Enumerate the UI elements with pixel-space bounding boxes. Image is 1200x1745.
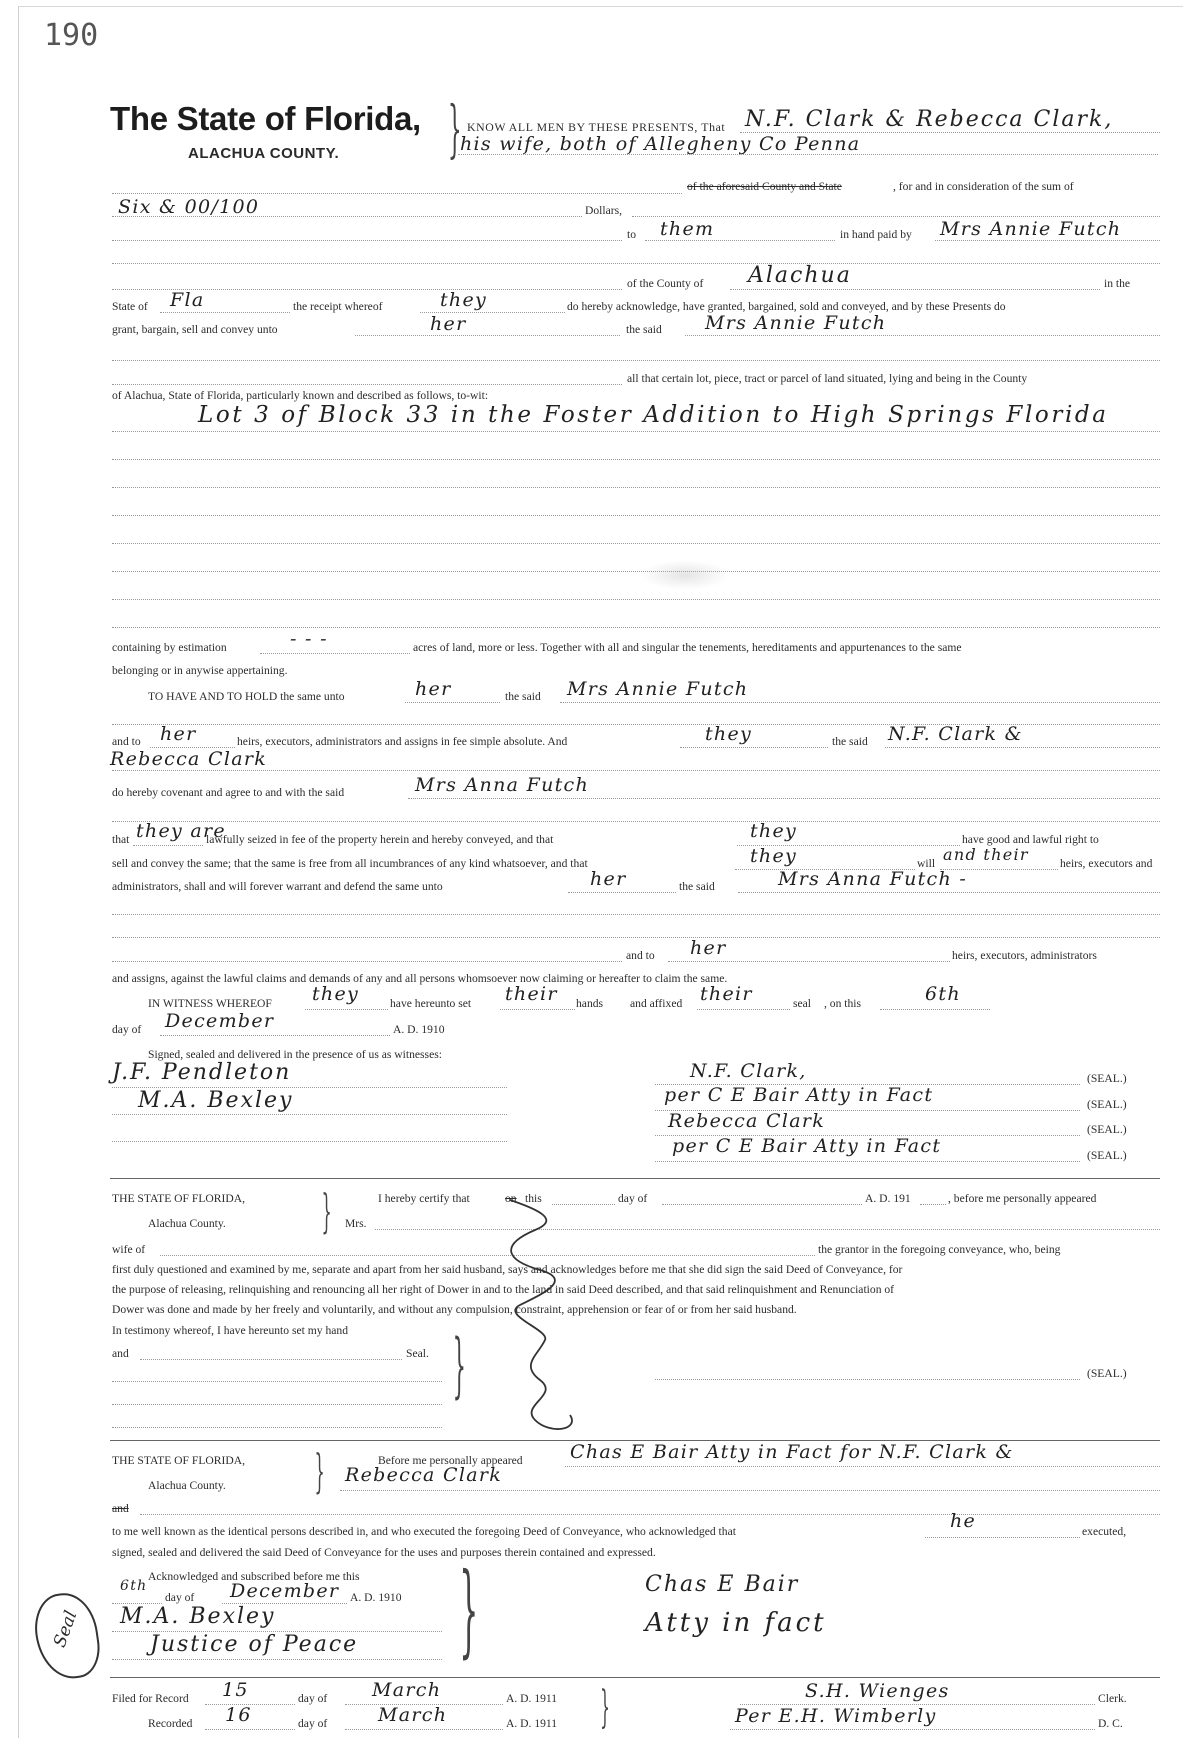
- will-text: will: [917, 857, 936, 870]
- desc-line-8: [112, 627, 1160, 628]
- cert2-appeared-line: [565, 1466, 1160, 1467]
- cert1-this: this: [525, 1192, 542, 1205]
- defend-said-handwriting: Mrs Anna Futch -: [778, 868, 968, 890]
- and-to2-text: and to: [626, 949, 655, 962]
- acres-handwriting: - - -: [290, 628, 328, 650]
- cert1-line3: Dower was done and made by her freely and voluntarily, and without any compulsion, constraint, apprehension or fear of or from her said husband.: [112, 1303, 797, 1316]
- on-this-text: , on this: [824, 997, 862, 1010]
- alachua-text: of Alachua, State of Florida, particularly known and described as follows, to-wit:: [112, 389, 489, 402]
- heirs-text: heirs, executors, administrators and assigns in fee simple absolute. And: [237, 735, 568, 748]
- defend-line: [568, 892, 676, 893]
- witness-handwriting: they: [312, 983, 360, 1005]
- cert2-day-handwriting: 6th: [120, 1578, 148, 1594]
- sum-line: [112, 216, 582, 217]
- the-said-line: [685, 335, 1160, 336]
- state-line: [160, 312, 290, 313]
- cert1-and-line: [140, 1359, 402, 1360]
- cert1-testimony: In testimony whereof, I have hereunto set my hand: [112, 1324, 348, 1337]
- cert1-day-line: [662, 1204, 862, 1205]
- cert1-wife-of: wife of: [112, 1243, 146, 1256]
- administrators-text: administrators, shall and will forever warrant and defend the same unto: [112, 880, 443, 893]
- section-rule-1: [110, 1178, 1160, 1179]
- rebecca-line: [112, 770, 1160, 771]
- sell-convey-text: sell and convey the same; that the same is free from all incumbrances of any kind whatsoever, and that: [112, 857, 588, 870]
- seal1-text: (SEAL.): [1087, 1072, 1127, 1085]
- set-handwriting: their: [505, 983, 558, 1005]
- habendum-handwriting: her: [415, 678, 452, 700]
- rec-ad: A. D. 1911: [506, 1717, 558, 1730]
- covenant-text: do hereby covenant and agree to and with the said: [112, 786, 345, 799]
- cert2-jp-title: Justice of Peace: [150, 1632, 359, 1657]
- signer3-signature: Rebecca Clark: [668, 1110, 826, 1132]
- grantors-line2: [458, 154, 1158, 155]
- desc-line-1: [112, 431, 1160, 432]
- covenant-handwriting: Mrs Anna Futch: [415, 774, 590, 796]
- signer4-signature: per C E Bair Atty in Fact: [672, 1135, 942, 1157]
- seal4-text: (SEAL.): [1087, 1149, 1127, 1162]
- cert2-brace: }: [314, 1444, 325, 1498]
- heirs-exec-text: heirs, executors and: [1060, 857, 1153, 870]
- witnesses-label: Signed, sealed and delivered in the presence of us as witnesses:: [148, 1048, 442, 1061]
- covenant-line: [408, 798, 1160, 799]
- state-title: The State of Florida,: [110, 100, 421, 137]
- desc-line-6: [112, 571, 1160, 572]
- and-to2-line-left: [112, 961, 622, 962]
- cert2-appeared-handwriting: Chas E Bair Atty in Fact for N.F. Clark &: [570, 1441, 1014, 1463]
- cert2-well-known: to me well known as the identical persons described in, and who executed the foregoing Deed of Conveyance, who acknowledged that: [112, 1525, 736, 1538]
- grantors-line2-handwriting: his wife, both of Allegheny Co Penna: [460, 133, 861, 155]
- cert2-before-me: Before me personally appeared: [378, 1454, 523, 1467]
- blank-line-1: [112, 263, 1160, 264]
- seized-text: lawfully seized in fee of the property herein and hereby conveyed, and that: [206, 833, 554, 846]
- acres-text: acres of land, more or less. Together with all and singular the tenements, hereditaments and appurtenances to the same: [413, 641, 962, 654]
- hereunto-text: have hereunto set: [390, 997, 472, 1010]
- cert2-and: and: [112, 1502, 129, 1515]
- cert2-signed-line: signed, sealed and delivered the said Deed of Conveyance for the uses and purposes therein contained and expressed.: [112, 1546, 656, 1559]
- affixed-handwriting: their: [700, 983, 753, 1005]
- dollars-text: Dollars,: [585, 204, 623, 217]
- witness2-line: [112, 1114, 507, 1115]
- recorded-text: Recorded: [148, 1717, 193, 1730]
- filed-text: Filed for Record: [112, 1692, 189, 1705]
- that-handwriting: they are: [136, 820, 226, 842]
- filed-day-handwriting: 15: [222, 1679, 249, 1701]
- dc-signature: Per E.H. Wimberly: [735, 1705, 937, 1727]
- cert2-ad: A. D. 1910: [350, 1591, 402, 1604]
- receipt-handwriting: they: [440, 289, 488, 311]
- cert2-signature-2: Atty in fact: [645, 1608, 827, 1638]
- habendum-said-handwriting: Mrs Annie Futch: [567, 678, 749, 700]
- rec-month-handwriting: March: [378, 1704, 448, 1726]
- to-text: to: [627, 228, 637, 241]
- cert1-mrs: Mrs.: [345, 1217, 367, 1230]
- blank-line-5: [112, 914, 1160, 915]
- to-handwriting: them: [660, 218, 715, 240]
- grantee-handwriting: Mrs Annie Futch: [940, 218, 1122, 240]
- unto-handwriting: her: [430, 313, 467, 335]
- aforesaid-text: of the aforesaid County and State: [687, 180, 842, 193]
- sum-handwriting: Six & 00/100: [118, 196, 260, 218]
- and-to2-handwriting: her: [690, 937, 727, 959]
- month-line: [160, 1035, 390, 1036]
- cert2-month-handwriting: December: [230, 1580, 340, 1602]
- cert1-seal-line: [655, 1379, 1080, 1380]
- grantors-handwriting: N.F. Clark & Rebecca Clark,: [745, 107, 1114, 132]
- sell-handwriting: they: [750, 845, 798, 867]
- desc-line-2: [112, 459, 1160, 460]
- day-handwriting: 6th: [925, 983, 961, 1005]
- section-rule-3: [110, 1677, 1160, 1678]
- seal2-text: (SEAL.): [1087, 1098, 1127, 1111]
- cert1-grantor: the grantor in the foregoing conveyance, who, being: [818, 1243, 1061, 1256]
- good-right-text: have good and lawful right to: [962, 833, 1099, 846]
- blank-line-4: [112, 821, 1160, 822]
- witness3-line: [112, 1141, 507, 1142]
- witness2-signature: M.A. Bexley: [138, 1088, 294, 1113]
- seal-on-text: seal: [793, 997, 812, 1010]
- unto-line: [355, 335, 620, 336]
- cert1-and: and: [112, 1347, 129, 1360]
- cert1-blank-1: [112, 1381, 442, 1382]
- rec-month-line: [345, 1729, 503, 1730]
- ad-text: A. D. 1910: [393, 1023, 445, 1036]
- consideration-text: , for and in consideration of the sum of: [893, 180, 1074, 193]
- the-said-handwriting: Mrs Annie Futch: [705, 312, 887, 334]
- cert2-rebecca-line: [340, 1490, 1160, 1491]
- acknowledge-text: do hereby acknowledge, have granted, bargained, sold and conveyed, and by these Presents do: [567, 300, 1006, 313]
- habendum-said-text: the said: [505, 690, 541, 703]
- cert2-ack-line: Acknowledged and subscribed before me this: [148, 1570, 360, 1583]
- affixed-line: [697, 1009, 790, 1010]
- record-brace: }: [600, 1682, 610, 1733]
- set-line: [500, 1009, 575, 1010]
- county-line: [730, 289, 1100, 290]
- assigns-text: and assigns, against the lawful claims and demands of any and all persons whomsoever now claiming or hereafter to claim the same.: [112, 972, 728, 985]
- to-line: [645, 240, 835, 241]
- seized-handwriting: they: [750, 820, 798, 842]
- cancel-scribble: [480, 1190, 600, 1450]
- cert2-signature-1: Chas E Bair: [645, 1572, 800, 1597]
- state-handwriting: Fla: [170, 289, 205, 311]
- habendum-line: [405, 702, 500, 703]
- clerk-text: Clerk.: [1098, 1692, 1127, 1705]
- cert1-brace: }: [321, 1184, 332, 1238]
- acres-line: [260, 653, 410, 654]
- cert2-day-of: day of: [165, 1591, 195, 1604]
- description-handwriting: Lot 3 of Block 33 in the Foster Addition to High Springs Florida: [198, 402, 1109, 428]
- cert1-certify: I hereby certify that: [378, 1192, 470, 1205]
- cert2-county: Alachua County.: [148, 1479, 226, 1492]
- defend-said-text: the said: [679, 880, 715, 893]
- cert2-brace-2: }: [459, 1551, 479, 1668]
- defend-said-line: [738, 892, 1160, 893]
- clerk-signature: S.H. Wienges: [805, 1680, 950, 1702]
- cert2-jp-line-2: [112, 1659, 442, 1660]
- cert1-ad: A. D. 191: [865, 1192, 911, 1205]
- of-county-text: of the County of: [627, 277, 704, 290]
- state-of-text: State of: [112, 300, 148, 313]
- page-number: 190: [44, 18, 99, 53]
- cert1-seal-word: Seal.: [406, 1347, 429, 1360]
- filed-ad: A. D. 1911: [506, 1692, 558, 1705]
- rec-day-line: [205, 1729, 295, 1730]
- cert2-rebecca-handwriting: Rebecca Clark: [345, 1464, 503, 1486]
- cert2-he-line: [925, 1537, 1080, 1538]
- cert1-day-of: day of: [618, 1192, 648, 1205]
- hands-text: hands: [576, 997, 604, 1010]
- heirs-exec2-text: heirs, executors, administrators: [952, 949, 1097, 962]
- cert1-appeared: , before me personally appeared: [948, 1192, 1097, 1205]
- county-handwriting: Alachua: [748, 263, 852, 288]
- witness-text: IN WITNESS WHEREOF: [148, 997, 272, 1010]
- cert1-blank-3: [112, 1427, 442, 1428]
- that-line: [133, 845, 203, 846]
- filed-day-of: day of: [298, 1692, 328, 1705]
- affixed-text: and affixed: [630, 997, 683, 1010]
- cert2-he-handwriting: he: [950, 1510, 977, 1532]
- rebecca-handwriting: Rebecca Clark: [110, 748, 268, 770]
- cert1-year-line: [920, 1204, 946, 1205]
- desc-line-3: [112, 487, 1160, 488]
- notary-seal-text: Seal: [49, 1608, 82, 1651]
- will-handwriting: and their: [943, 845, 1029, 864]
- cert1-brace-2: }: [452, 1324, 466, 1406]
- lot-line-left: [112, 384, 622, 385]
- witness1-signature: J.F. Pendleton: [112, 1060, 292, 1085]
- line-aforesaid: [112, 193, 682, 194]
- dc-text: D. C.: [1098, 1717, 1123, 1730]
- cert2-and-line: [140, 1514, 1160, 1515]
- said-text: the said: [832, 735, 868, 748]
- day-of-text: day of: [112, 1023, 142, 1036]
- the-said-text: the said: [626, 323, 662, 336]
- know-all-men-text: KNOW ALL MEN BY THESE PRESENTS, That: [467, 120, 726, 134]
- defend-handwriting: her: [590, 868, 627, 890]
- and-they-handwriting: they: [705, 723, 753, 745]
- paper-smudge: [640, 560, 730, 590]
- and-to-handwriting: her: [160, 723, 197, 745]
- cert1-blank-2: [112, 1404, 442, 1405]
- county-title: ALACHUA COUNTY.: [188, 145, 340, 162]
- belonging-text: belonging or in anywise appertaining.: [112, 664, 288, 677]
- filed-month-handwriting: March: [372, 1679, 442, 1701]
- lot-text: all that certain lot, piece, tract or parcel of land situated, lying and being in the County: [627, 372, 1028, 385]
- containing-text: containing by estimation: [112, 641, 227, 654]
- cert2-jp-signature: M.A. Bexley: [120, 1604, 276, 1629]
- cert2-executed: executed,: [1082, 1525, 1127, 1538]
- desc-line-7: [112, 599, 1160, 600]
- blank-line-6: [112, 937, 1160, 938]
- cert1-on: on: [505, 1192, 517, 1205]
- cert1-state: THE STATE OF FLORIDA,: [112, 1192, 246, 1205]
- paid-by-text: in hand paid by: [840, 228, 912, 241]
- cert2-state: THE STATE OF FLORIDA,: [112, 1454, 246, 1467]
- sum-line-2: [632, 216, 1160, 217]
- said-handwriting: N.F. Clark &: [888, 723, 1023, 745]
- rec-day-handwriting: 16: [225, 1704, 252, 1726]
- in-the-text: in the: [1104, 277, 1131, 290]
- cert1-seal: (SEAL.): [1087, 1367, 1127, 1380]
- receipt-text: the receipt whereof: [293, 300, 383, 313]
- witness-line: [305, 1009, 388, 1010]
- and-they-line: [680, 747, 828, 748]
- habendum-said-line: [560, 702, 1160, 703]
- blank-line-2: [112, 360, 1160, 361]
- desc-line-5: [112, 543, 1160, 544]
- cert1-line2: the purpose of releasing, relinquishing and renouncing all her right of Dower in and to the land in said Deed described, and that said relinquishment and Renunciation of: [112, 1283, 895, 1296]
- dc-line: [730, 1729, 1095, 1730]
- said-line: [885, 747, 1160, 748]
- cert1-county: Alachua County.: [148, 1217, 226, 1230]
- month-handwriting: December: [165, 1010, 275, 1032]
- that-text: that: [112, 833, 130, 846]
- desc-line-4: [112, 515, 1160, 516]
- habendum-text: TO HAVE AND TO HOLD the same unto: [148, 690, 345, 703]
- to-line-left: [112, 240, 622, 241]
- signer1-signature: N.F. Clark,: [690, 1060, 807, 1082]
- grant-text: grant, bargain, sell and convey unto: [112, 323, 278, 336]
- cert1-line1: first duly questioned and examined by me, separate and apart from her said husband, says and acknowledges before me that she did sign the said Deed of Conveyance, for: [112, 1263, 903, 1276]
- grantee-line: [935, 240, 1160, 241]
- rec-day-of: day of: [298, 1717, 328, 1730]
- signer2-signature: per C E Bair Atty in Fact: [664, 1084, 934, 1106]
- seal3-text: (SEAL.): [1087, 1123, 1127, 1136]
- and-to-text: and to: [112, 735, 141, 748]
- day-line: [880, 1009, 990, 1010]
- and-to2-line: [668, 961, 950, 962]
- signer4-line: [655, 1161, 1080, 1162]
- header-brace: }: [447, 92, 462, 165]
